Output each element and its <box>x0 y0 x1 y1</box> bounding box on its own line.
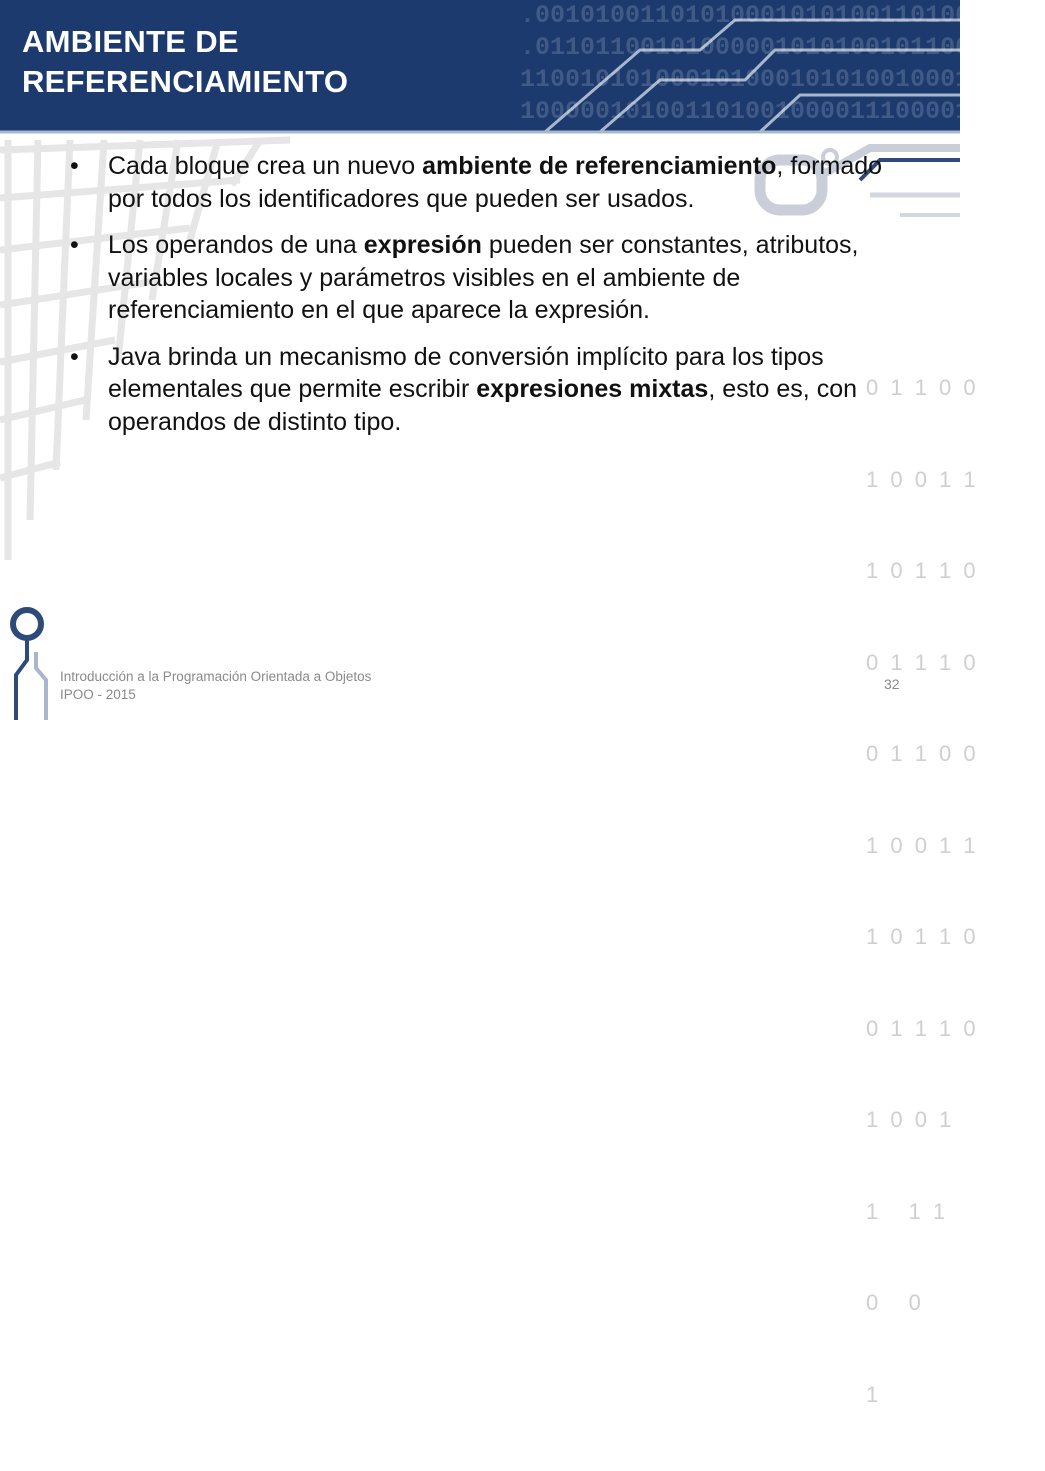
binary-row: 11001010100010100010101001000101 <box>520 65 1001 94</box>
binary-row: 0 1 1 0 0 <box>866 741 979 766</box>
bullet-item <box>70 229 900 327</box>
footer-course-code: IPOO - 2015 <box>60 687 136 702</box>
slide-title <box>22 22 348 102</box>
binary-row: 1 <box>866 1381 882 1407</box>
binary-row: .0010100110101000101010011010010011 <box>520 1 1045 30</box>
bullet-bold-text: expresión <box>363 231 482 259</box>
bullet-list <box>70 150 900 438</box>
binary-row: 0 1 1 0 0 <box>866 375 979 400</box>
binary-row: 0 1 1 1 0 <box>866 1015 979 1041</box>
binary-row: .01101100101000001010100101100101 <box>520 33 1016 62</box>
binary-row: 0 0 <box>866 1290 924 1315</box>
binary-row: 0 1 1 1 0 <box>866 649 979 675</box>
bullet-item <box>70 341 900 439</box>
binary-row: 1 0 1 1 0 <box>866 558 979 583</box>
binary-row: 1 1 1 <box>866 1198 949 1224</box>
binary-row: 1 0 0 1 1 <box>866 832 979 858</box>
bullet-text: Java brinda un mecanismo de conversión implícito para los tipos elementales que permite escribir <box>108 342 824 403</box>
bullet-text: , esto es, con operandos de distinto tipo. <box>108 375 858 436</box>
binary-row: 1 0 0 1 <box>866 1107 955 1132</box>
bullet-marker: • <box>70 231 79 259</box>
circuit-node-icon <box>13 610 46 720</box>
bullet-text: Los operandos de una <box>108 231 364 259</box>
title-line-2: REFERENCIAMIENTO <box>22 64 349 99</box>
binary-row: 1 0 0 1 1 <box>866 466 979 492</box>
bullet-text: Cada bloque crea un nuevo <box>108 152 423 180</box>
bullet-bold-text: ambiente de referenciamiento <box>422 152 777 180</box>
slide-content <box>70 150 900 452</box>
binary-row: 10000010100110100100001110000101 <box>520 97 1001 126</box>
footer-course-title: Introducción a la Programación Orientada a Objetos <box>60 669 372 684</box>
bullet-marker: • <box>70 342 79 371</box>
bullet-item <box>70 150 900 215</box>
bullet-text: , formado por todos los identificadores que pueden ser usados. <box>108 152 883 213</box>
bullet-bold-text: expresiones mixtas <box>476 375 709 403</box>
page-number: 32 <box>884 676 900 692</box>
header <box>0 0 1045 132</box>
header-binary-pattern <box>520 0 1045 132</box>
bullet-text: pueden ser constantes, atributos, variables locales y parámetros visibles en el ambiente de referenciamiento en el que aparece la expresión. <box>108 231 859 324</box>
bullet-marker: • <box>70 152 79 180</box>
binary-row: 1 0 1 1 0 <box>866 924 979 949</box>
title-line-1: AMBIENTE DE <box>22 24 239 59</box>
footer <box>60 668 371 704</box>
